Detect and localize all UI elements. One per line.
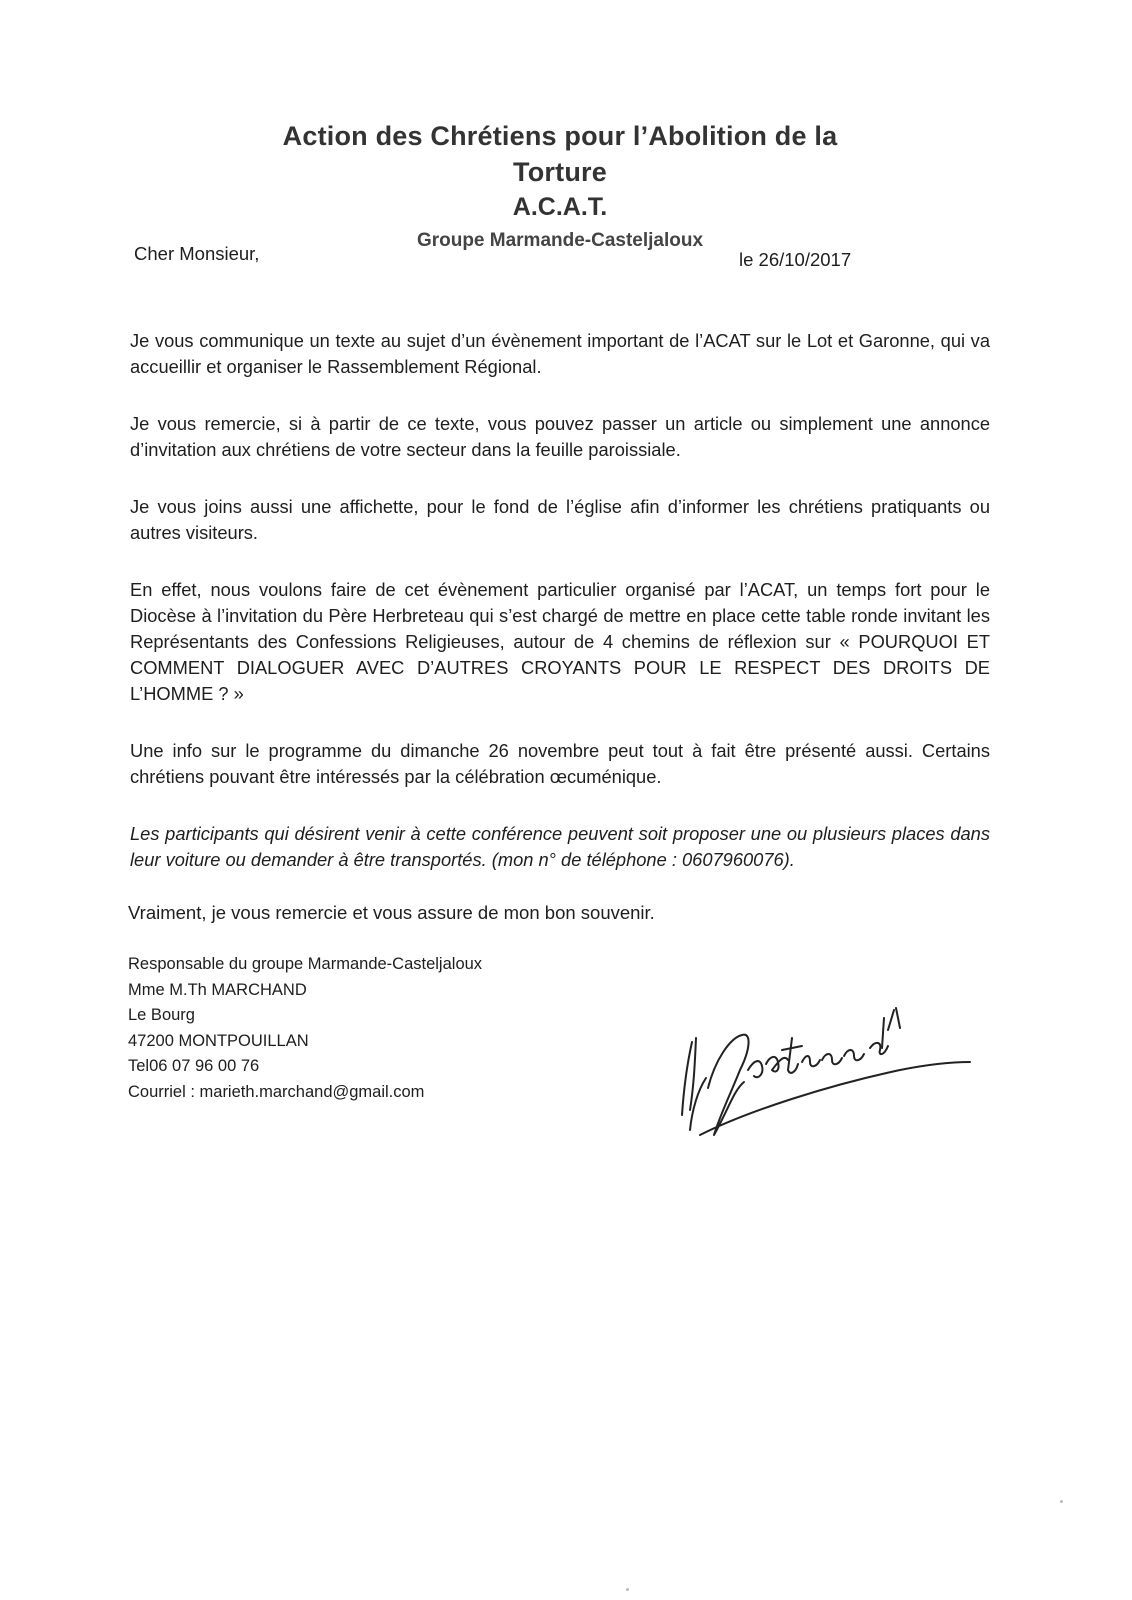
paragraph: Une info sur le programme du dimanche 26 novembre peut tout à fait être présenté aussi. Certains chrétiens pouvant être intéressés par la célébration œcuménique.	[130, 740, 990, 787]
sender-block	[128, 952, 482, 1105]
organization-acronym: A.C.A.T.	[512, 193, 608, 221]
handwritten-signature-icon	[670, 990, 990, 1140]
paragraph: Je vous remercie, si à partir de ce texte, vous pouvez passer un article ou simplement une annonce d’invitation aux chrétiens de votre secteur dans la feuille paroissiale.	[130, 413, 990, 460]
closing-line: Vraiment, je vous remercie et vous assure de mon bon souvenir.	[128, 902, 655, 923]
sender-email: Courriel : marieth.marchand@gmail.com	[128, 1082, 425, 1101]
sender-phone: Tel06 07 96 00 76	[128, 1057, 260, 1075]
sender-role: Responsable du groupe Marmande-Casteljaloux	[128, 955, 483, 973]
group-name: Groupe Marmande-Casteljaloux	[416, 230, 704, 251]
paragraph: Je vous communique un texte au sujet d’un évènement important de l’ACAT sur le Lot et Garonne, qui va accueillir et organiser le Rassemblement Régional.	[130, 330, 990, 377]
letter-date: le 26/10/2017	[739, 249, 852, 270]
organization-title: Action des Chrétiens pour l’Abolition de la Torture	[282, 121, 838, 187]
salutation: Cher Monsieur,	[134, 243, 260, 264]
paragraph-italic: Les participants qui désirent venir à cette conférence peuvent soit proposer une ou plusieurs places dans leur voiture ou demander à être transportés. (mon n° de téléphone : 0607960076).	[130, 823, 990, 870]
scan-dot	[626, 1588, 629, 1591]
sender-address-line2: 47200 MONTPOUILLAN	[128, 1031, 309, 1050]
paragraph: Je vous joins aussi une affichette, pour le fond de l’église afin d’informer les chrétiens pratiquants ou autres visiteurs.	[130, 496, 990, 543]
paragraph: En effet, nous voulons faire de cet évènement particulier organisé par l’ACAT, un temps fort pour le Diocèse à l’invitation du Père Herbreteau qui s’est chargé de mettre en place cette table ronde invitant les Représentants des Confessions Religieuses, autour de 4 chemins de réflexion sur « POURQUOI ET COMMENT DIALOGUER AVEC D’AUTRES CROYANTS POUR LE RESPECT DES DROITS DE L’HOMME ? »	[130, 579, 990, 704]
scan-dot	[1060, 1500, 1063, 1503]
sender-name: Mme M.Th MARCHAND	[128, 980, 307, 999]
sender-address-line1: Le Bourg	[128, 1006, 195, 1024]
letter-header	[240, 118, 880, 256]
letter-body	[130, 328, 990, 906]
